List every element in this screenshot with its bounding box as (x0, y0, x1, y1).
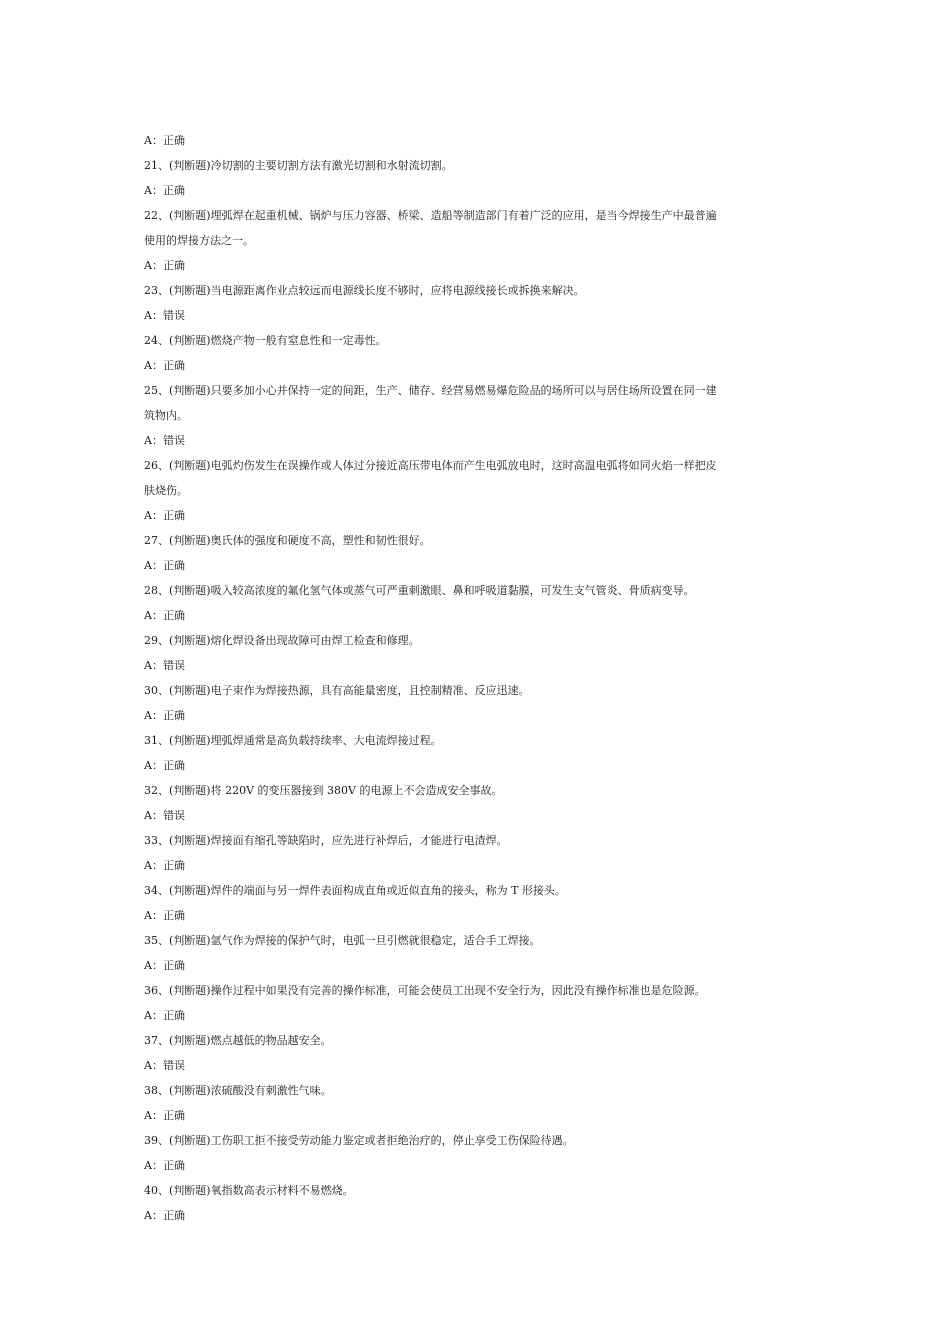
question-item-31 (144, 728, 809, 778)
question-text: 24、(判断题)燃烧产物一般有窒息性和一定毒性。 (144, 334, 387, 347)
question-item-37 (144, 1028, 809, 1078)
answer-line: A：正确 (144, 1009, 185, 1022)
question-text: 26、(判断题)电弧灼伤发生在误操作或人体过分接近高压带电体而产生电弧放电时，这时高温电弧将如同火焰一样把皮 (144, 459, 717, 472)
question-text: 38、(判断题)浓硫酸没有刺激性气味。 (144, 1084, 332, 1097)
question-text: 30、(判断题)电子束作为焊接热源，具有高能量密度，且控制精准、反应迅速。 (144, 684, 530, 697)
answer-line: A：错误 (144, 1059, 185, 1072)
question-text: 23、(判断题)当电源距离作业点较远而电源线长度不够时，应将电源线接长或拆换来解决。 (144, 284, 585, 297)
answer-line: A：正确 (144, 1209, 185, 1222)
answer-line: A：正确 (144, 559, 185, 572)
answer-line: A：错误 (144, 809, 185, 822)
answer-line: A：正确 (144, 759, 185, 772)
question-item-25 (144, 378, 809, 453)
answer-line: A：正确 (144, 859, 185, 872)
question-text: 40、(判断题)氧指数高表示材料不易燃烧。 (144, 1184, 354, 1197)
question-text: 22、(判断题)埋弧焊在起重机械、锅炉与压力容器、桥梁、造船等制造部门有着广泛的应用，是当今焊接生产中最普遍 (144, 209, 717, 222)
question-text: 39、(判断题)工伤职工拒不接受劳动能力鉴定或者拒绝治疗的，停止享受工伤保险待遇。 (144, 1134, 574, 1147)
answer-line: A：正确 (144, 609, 185, 622)
question-text: 37、(判断题)燃点越低的物品越安全。 (144, 1034, 332, 1047)
answer-line: A：正确 (144, 184, 185, 197)
question-item-22 (144, 203, 809, 278)
question-text: 21、(判断题)冷切割的主要切割方法有激光切割和水射流切割。 (144, 159, 453, 172)
question-item-28 (144, 578, 809, 628)
answer-line: A：正确 (144, 959, 185, 972)
answer-line: A：正确 (144, 134, 185, 147)
question-item-27 (144, 528, 809, 578)
question-text: 34、(判断题)焊件的端面与另一焊件表面构成直角或近似直角的接头，称为 T 形接头。 (144, 884, 566, 897)
question-text: 32、(判断题)将 220V 的变压器接到 380V 的电源上不会造成安全事故。 (144, 784, 503, 797)
answer-line: A：错误 (144, 434, 185, 447)
question-text-continued: 筑物内。 (144, 409, 188, 422)
answer-line: A：正确 (144, 259, 185, 272)
answer-line: A：正确 (144, 509, 185, 522)
question-text: 31、(判断题)埋弧焊通常是高负载持续率、大电流焊接过程。 (144, 734, 442, 747)
answer-line: A：正确 (144, 1159, 185, 1172)
question-item-39 (144, 1128, 809, 1178)
question-item-40 (144, 1178, 809, 1228)
question-text: 29、(判断题)熔化焊设备出现故障可由焊工检查和修理。 (144, 634, 420, 647)
question-text: 25、(判断题)只要多加小心并保持一定的间距，生产、储存、经营易燃易爆危险品的场所可以与居住场所设置在同一建 (144, 384, 717, 397)
answer-line: A：正确 (144, 1109, 185, 1122)
question-item-38 (144, 1078, 809, 1128)
question-item-32 (144, 778, 809, 828)
question-item-24 (144, 328, 809, 378)
question-item-36 (144, 978, 809, 1028)
question-item-21 (144, 153, 809, 203)
answer-line: A：错误 (144, 309, 185, 322)
answer-line: A：错误 (144, 659, 185, 672)
answer-line: A：正确 (144, 359, 185, 372)
question-text: 33、(判断题)焊接面有缩孔等缺陷时，应先进行补焊后，才能进行电渣焊。 (144, 834, 508, 847)
question-text: 35、(判断题)氩气作为焊接的保护气时，电弧一旦引燃就很稳定，适合手工焊接。 (144, 934, 541, 947)
question-item-23 (144, 278, 809, 328)
answer-line: A：正确 (144, 709, 185, 722)
question-text: 36、(判断题)操作过程中如果没有完善的操作标准，可能会使员工出现不安全行为，因此没有操作标准也是危险源。 (144, 984, 706, 997)
question-text-continued: 使用的焊接方法之一。 (144, 234, 254, 247)
question-item-26 (144, 453, 809, 528)
question-item-34 (144, 878, 809, 928)
question-text-continued: 肤烧伤。 (144, 484, 188, 497)
question-item-30 (144, 678, 809, 728)
answer-line: A：正确 (144, 909, 185, 922)
question-item-33 (144, 828, 809, 878)
question-text: 27、(判断题)奥氏体的强度和硬度不高，塑性和韧性很好。 (144, 534, 431, 547)
document-page (144, 128, 809, 1228)
question-text: 28、(判断题)吸入较高浓度的氟化氢气体或蒸气可严重刺激眼、鼻和呼吸道黏膜，可发生支气管炎、骨质病变导。 (144, 584, 695, 597)
question-item-29 (144, 628, 809, 678)
question-item-35 (144, 928, 809, 978)
